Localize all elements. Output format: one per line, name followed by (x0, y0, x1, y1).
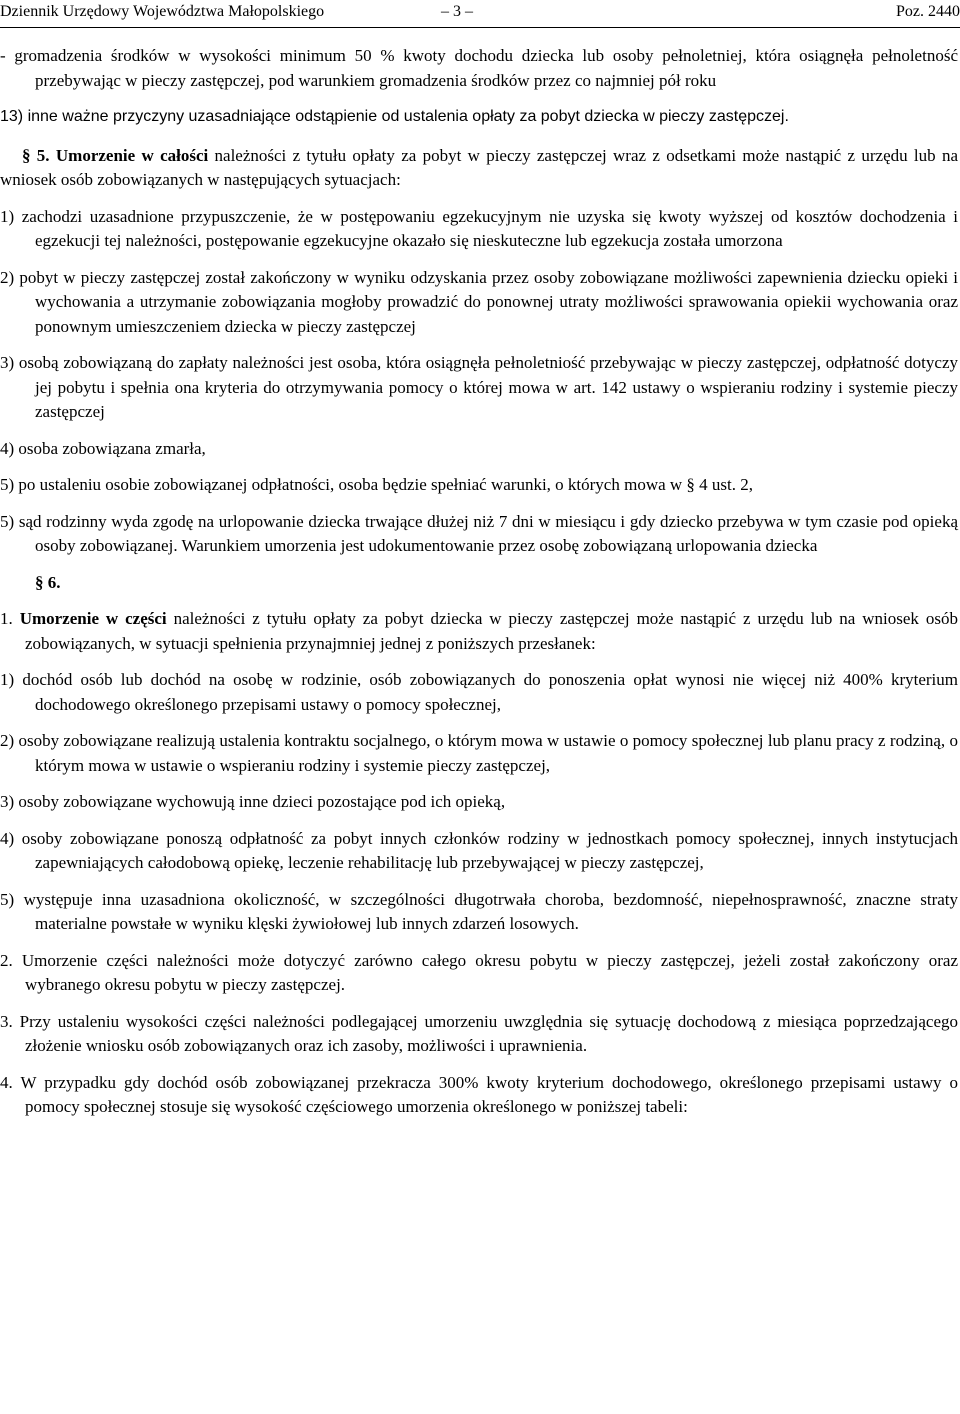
section-5-item: 3) osobą zobowiązaną do zapłaty należności jest osoba, która osiągnęła pełnoletniość przebywając w pieczy zastępczej, odpłatność dotyczy jej pobytu i spełnia ona kryteria do otrzymywania pomocy o której mowa w art. 142 ustawy o wspieraniu rodziny i systemie pieczy zastępczej (0, 353, 958, 421)
section-5-item: 5) po ustaleniu osobie zobowiązanej odpłatności, osoba będzie spełniać warunki, o których mowa w § 4 ust. 2, (0, 475, 754, 494)
section-6-item: 4) osoby zobowiązane ponoszą odpłatność za pobyt innych członków rodziny w jednostkach pomocy społecznej, innych instytucjach zapewniających całodobową opiekę, leczenie rehabilitację lub przebywającej w pieczy zastępczej, (0, 828, 958, 872)
section-6-paragraph-3: 3. Przy ustaleniu wysokości części należności podlegającej umorzeniu uwzględnia się sytuację dochodową z miesiąca poprzedzającego złożenie wniosku osób zobowiązanych oraz ich zasoby, możliwości i uprawnienia. (0, 1011, 958, 1055)
section-6-bold-phrase: Umorzenie w części (19, 609, 167, 628)
section-6-item: 1) dochód osób lub dochód na osobę w rodzinie, osób zobowiązanych do ponoszenia opłat wynosi nie więcej niż 400% kryterium dochodowego określonego przepisami ustawy o pomocy społecznej, (0, 670, 958, 714)
section-5-marker: § 5. (22, 145, 50, 165)
page-number: – 3 – (441, 3, 473, 20)
section-6-p1-number: 1. (0, 609, 13, 628)
section-6-paragraph-2: 2. Umorzenie części należności może dotyczyć zarówno całego okresu pobytu w pieczy zastępczej, jeżeli został zakończony oraz wybranego okresu pobytu w pieczy zastępczej. (0, 950, 958, 994)
intro-item-13: 13) inne ważne przyczyny uzasadniające odstąpienie od ustalenia opłaty za pobyt dziecka w pieczy zastępczej. (0, 108, 789, 125)
intro-item-accumulation: - gromadzenia środków w wysokości minimum 50 % kwoty dochodu dziecka lub osoby pełnoletniej, która osiągnęła pełnoletność przebywając w pieczy zastępczej, pod warunkiem gromadzenia środków przez co najmniej pół roku (0, 46, 958, 90)
section-6-paragraph-4: 4. W przypadku gdy dochód osób zobowiązanej przekracza 300% kwoty kryterium dochodowego, określonego przepisami ustawy o pomocy społecznej stosuje się wysokość częściowego umorzenia określonego w poniższej tabeli: (0, 1072, 958, 1116)
section-6-p1-text: należności z tytułu opłaty za pobyt dziecka w pieczy zastępczej może nastąpić z urzędu lub na wniosek osób zobowiązanych, w sytuacji spełnienia przynajmniej jednej z poniższych przesłanek: (25, 609, 958, 653)
section-6-paragraph-1 (0, 607, 958, 656)
document-body (0, 44, 958, 1120)
section-5-bold-phrase: Umorzenie w całości (55, 145, 209, 165)
section-5-item: 5) sąd rodzinny wyda zgodę na urlopowanie dziecka trwające dłużej niż 7 dni w miesiącu i gdy dziecko przebywa w tym czasie pod opieką osoby zobowiązanej. Warunkiem umorzenia jest udokumentowanie przez osobę zobowiązaną urlopowania dziecka (0, 511, 958, 555)
section-6-item: 2) osoby zobowiązane realizują ustalenia kontraktu socjalnego, o którym mowa w ustawie o pomocy społecznej lub planu pracy z rodziną, o którym mowa w ustawie o wspieraniu rodziny i systemie pieczy zastępczej, (0, 731, 958, 775)
section-6-item: 5) występuje inna uzasadniona okoliczność, w szczególności długotrwała choroba, bezdomność, niepełnosprawność, znaczne straty materialne powstałe w wyniku klęski żywiołowej lub innych zdarzeń losowych. (0, 889, 958, 933)
position-number: Poz. 2440 (896, 3, 960, 20)
section-6-marker: § 6. (35, 572, 61, 592)
page-header (0, 0, 960, 28)
section-5-heading (0, 144, 958, 193)
section-6-item: 3) osoby zobowiązane wychowują inne dzieci pozostające pod ich opieką, (0, 792, 506, 811)
journal-title: Dziennik Urzędowy Województwa Małopolskiego (0, 3, 325, 20)
section-5-item: 4) osoba zobowiązana zmarła, (0, 438, 206, 458)
section-5-text: należności z tytułu opłaty za pobyt w pieczy zastępczej wraz z odsetkami może nastąpić z urzędu lub na wniosek osób zobowiązanych w następujących sytuacjach: (0, 145, 959, 189)
section-5-item: 1) zachodzi uzasadnione przypuszczenie, że w postępowaniu egzekucyjnym nie uzyska się kwoty wyższej od kosztów dochodzenia i egzekucji tej należności, postępowanie egzekucyjne okazało się nieskuteczne lub egzekucja została umorzona (0, 206, 958, 250)
section-5-item: 2) pobyt w pieczy zastępczej został zakończony w wyniku odzyskania przez osoby zobowiązane możliwości zapewnienia dziecku opieki i wychowania a utrzymanie zobowiązania mogłoby prowadzić do ponownej utraty możliwości sprawowania opiekii wychowania oraz ponownym umieszczeniem dziecka w pieczy zastępczej (0, 267, 958, 336)
